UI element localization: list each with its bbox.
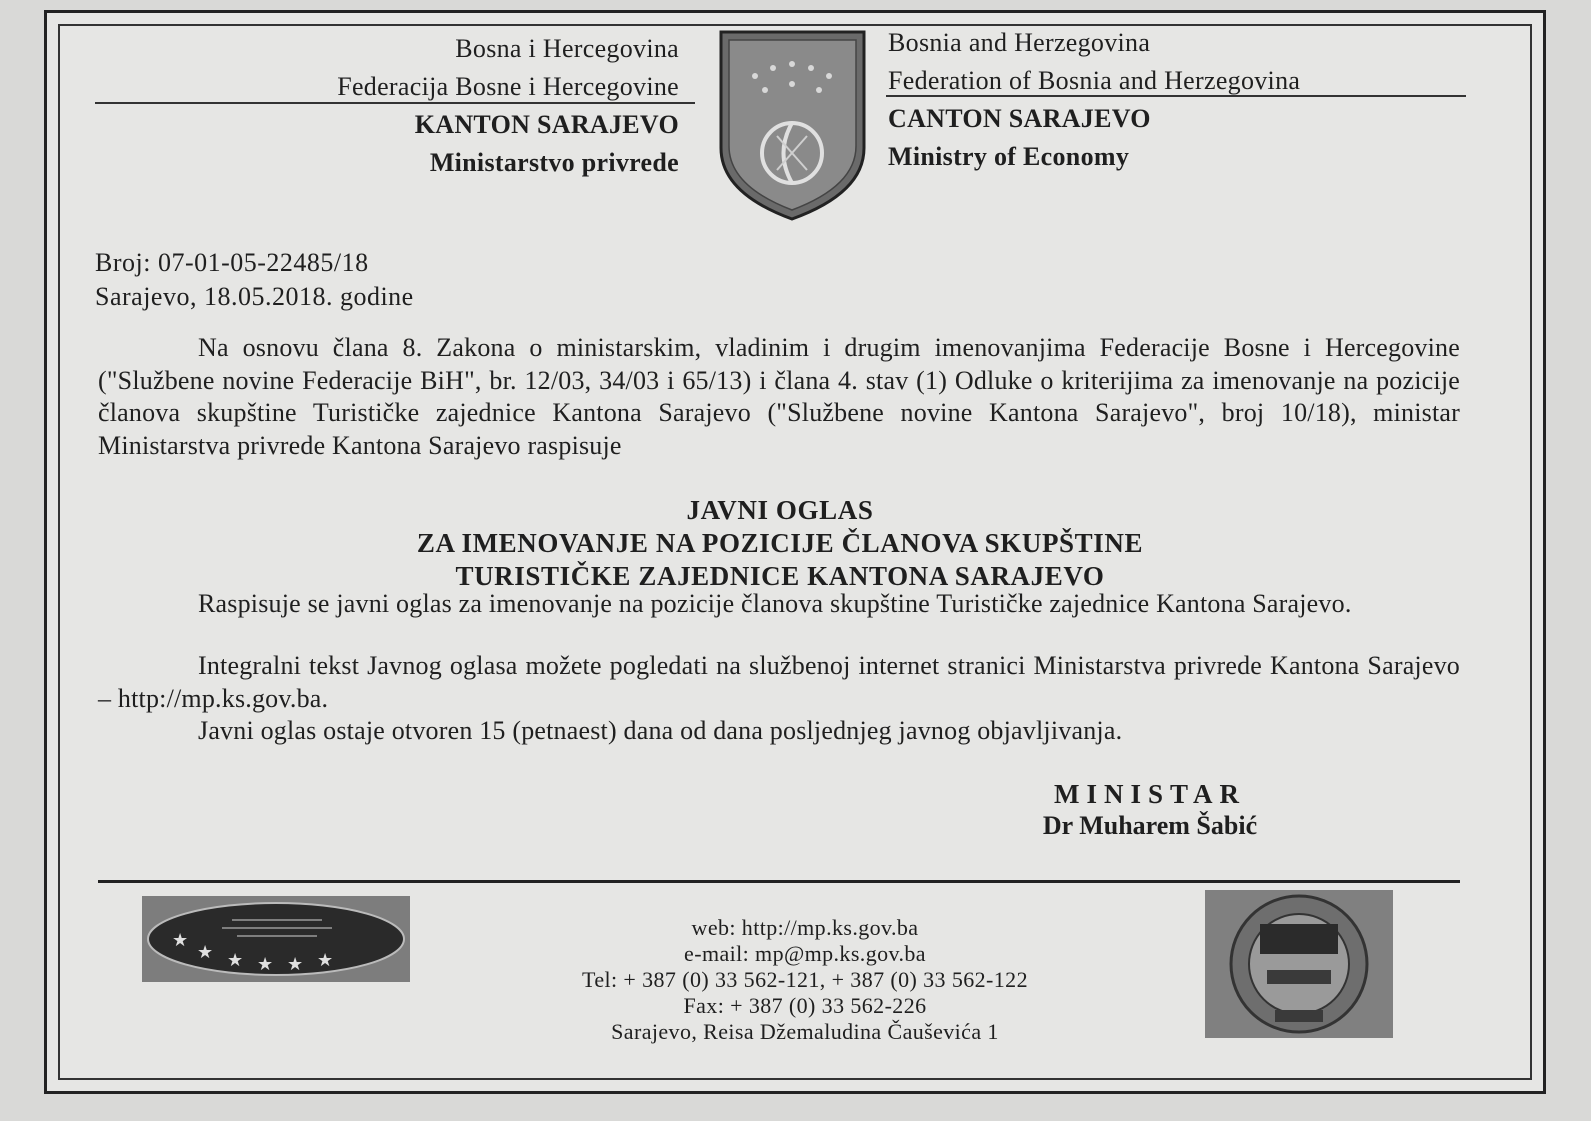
header-country-en: Bosnia and Herzegovina (888, 28, 1151, 57)
header-country-bs: Bosna i Hercegovina (455, 34, 679, 63)
header-left-block (337, 30, 679, 182)
header-right-block (888, 24, 1300, 176)
notice-title-line3: TURISTIČKE ZAJEDNICE KANTONA SARAJEVO (455, 561, 1105, 591)
notice-title-line1: JAVNI OGLAS (686, 495, 874, 525)
header-ministry-bs: Ministarstvo privrede (429, 148, 679, 177)
header-federation-en: Federation of Bosnia and Herzegovina (888, 66, 1301, 95)
header-rule-left (95, 102, 695, 104)
notice-title-line2: ZA IMENOVANJE NA POZICIJE ČLANOVA SKUPŠTINE (416, 528, 1144, 558)
intro-paragraph: Na osnovu člana 8. Zakona o ministarskim, vladinim i drugim imenovanjima Federacije Bosne i Hercegovine ("Službene novine Federacije BiH", br. 12/03, 34/03 i 65/13) i člana 4. stav (1) Odluke o kriterijima za imenovanje na pozicije članova skupštine Turističke zajednice Kantona Sarajevo ("Službene novine Kantona Sarajevo", broj 10/18), ministar Ministarstva privrede Kantona Sarajevo raspisuje (98, 333, 1460, 460)
signature-name: Dr Muharem Šabić (1042, 811, 1258, 840)
header-federation-bs: Federacija Bosne i Hercegovine (337, 72, 679, 101)
signature-title: MINISTAR (1053, 779, 1246, 809)
svg-text:★: ★ (227, 950, 244, 971)
header-rule-right (886, 95, 1466, 97)
footer-rule (98, 880, 1460, 883)
contact-email: e-mail: mp@mp.ks.gov.ba (684, 941, 926, 966)
announcement-paragraph: Raspisuje se javni oglas za imenovanje na pozicije članova skupštine Turističke zajednice Kantona Sarajevo. (198, 589, 1352, 618)
svg-text:★: ★ (317, 950, 334, 971)
notice-title (250, 494, 1310, 593)
header-canton-en: CANTON SARAJEVO (888, 104, 1151, 133)
svg-text:★: ★ (172, 930, 189, 951)
deadline-paragraph: Javni oglas ostaje otvoren 15 (petnaest) dana od dana posljednjeg javnog objavljivanja. (198, 716, 1123, 745)
header-canton-bs: KANTON SARAJEVO (414, 110, 679, 139)
tuv-cert-seal-icon (1205, 890, 1393, 1038)
contact-fax: Fax: + 387 (0) 33 562-226 (683, 993, 927, 1018)
contact-info (460, 915, 1150, 1045)
document-place-date: Sarajevo, 18.05.2018. godine (95, 282, 414, 311)
header-ministry-en: Ministry of Economy (888, 142, 1130, 171)
signature-block (940, 778, 1360, 842)
full-text-paragraph: Integralni tekst Javnog oglasa možete pogledati na službenoj internet stranici Ministarstva privrede Kantona Sarajevo – http://mp.ks.gov.ba. (98, 651, 1460, 713)
contact-web: web: http://mp.ks.gov.ba (691, 915, 919, 940)
document-meta (95, 246, 414, 314)
coat-of-arms-icon (715, 28, 870, 223)
contact-phone: Tel: + 387 (0) 33 562-121, + 387 (0) 33 562-122 (582, 967, 1028, 992)
document-number: Broj: 07-01-05-22485/18 (95, 248, 369, 277)
svg-text:★: ★ (197, 942, 214, 963)
european-stars-badge-icon (142, 896, 410, 982)
svg-text:★: ★ (257, 954, 274, 975)
svg-text:★: ★ (287, 954, 304, 975)
contact-address: Sarajevo, Reisa Džemaludina Čauševića 1 (611, 1019, 999, 1044)
